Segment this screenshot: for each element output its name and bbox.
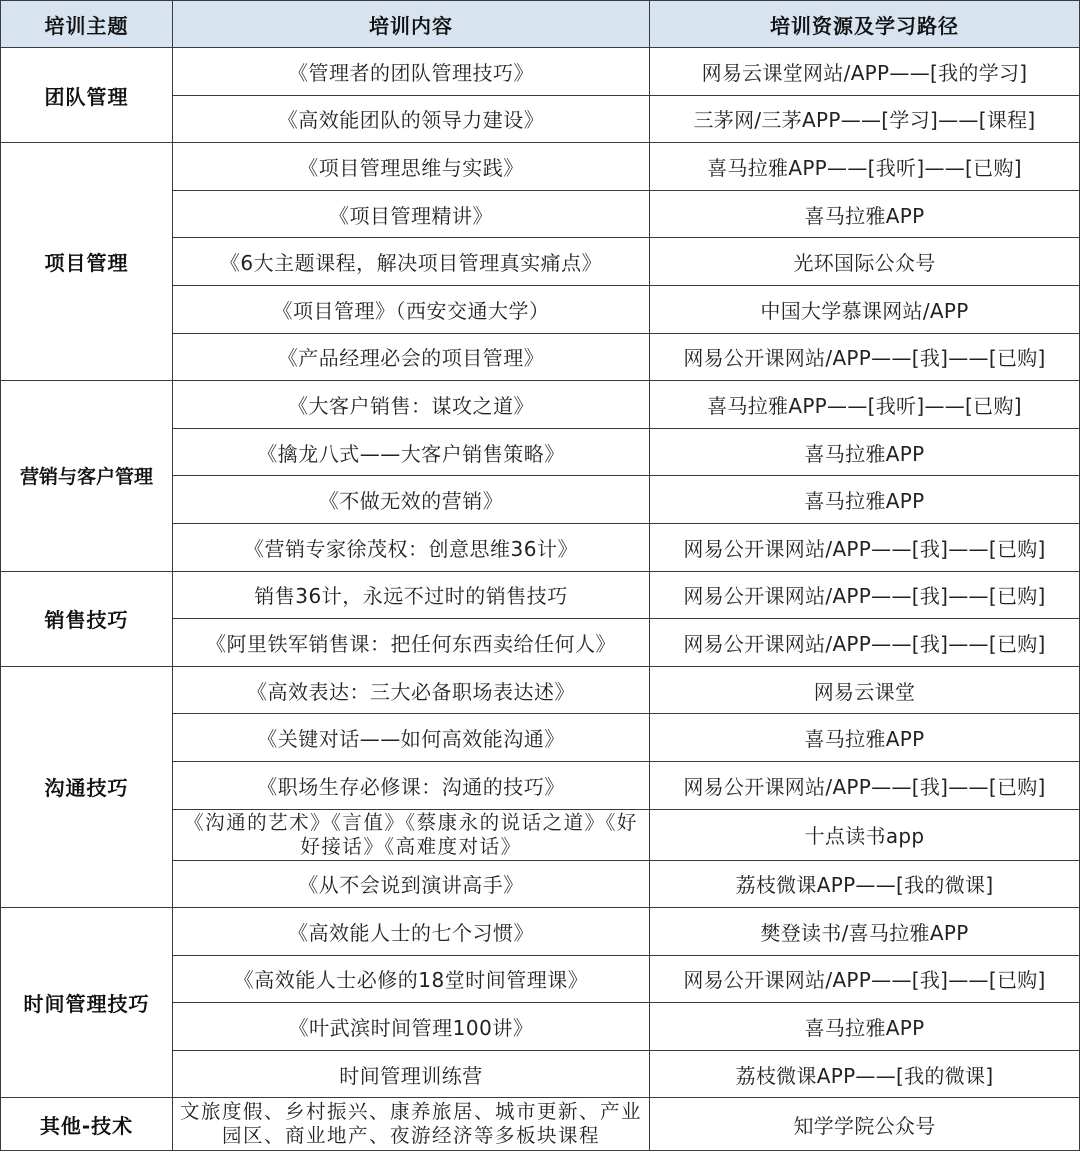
course-resource: 十点读书app	[650, 809, 1080, 860]
course-content: 《从不会说到演讲高手》	[173, 860, 650, 908]
topic-team-management: 团队管理	[1, 48, 173, 143]
course-resource: 网易云课堂	[650, 666, 1080, 714]
course-content: 《叶武滨时间管理100讲》	[173, 1003, 650, 1051]
topic-sales-skills: 销售技巧	[1, 571, 173, 666]
course-resource: 喜马拉雅APP	[650, 476, 1080, 524]
table-row	[1, 48, 1080, 96]
table-row	[1, 1098, 1080, 1151]
course-resource: 喜马拉雅APP	[650, 714, 1080, 762]
course-content: 《不做无效的营销》	[173, 476, 650, 524]
course-resource: 网易公开课网站/APP——[我]——[已购]	[650, 761, 1080, 809]
topic-marketing-customer-management: 营销与客户管理	[1, 381, 173, 571]
course-resource: 光环国际公众号	[650, 238, 1080, 286]
table-row	[1, 571, 1080, 619]
course-content: 《营销专家徐茂权：创意思维36计》	[173, 523, 650, 571]
course-content: 《关键对话——如何高效能沟通》	[173, 714, 650, 762]
topic-other-technology: 其他-技术	[1, 1098, 173, 1151]
course-content: 销售36计，永远不过时的销售技巧	[173, 571, 650, 619]
course-content: 《高效能人士的七个习惯》	[173, 908, 650, 956]
course-content: 《高效能人士必修的18堂时间管理课》	[173, 955, 650, 1003]
header-content: 培训内容	[173, 1, 650, 48]
header-topic: 培训主题	[1, 1, 173, 48]
header-resource: 培训资源及学习路径	[650, 1, 1080, 48]
course-content: 《阿里铁军销售课：把任何东西卖给任何人》	[173, 619, 650, 667]
course-content: 《职场生存必修课：沟通的技巧》	[173, 761, 650, 809]
course-resource: 喜马拉雅APP	[650, 428, 1080, 476]
table-header-row	[1, 1, 1080, 48]
course-resource: 喜马拉雅APP	[650, 190, 1080, 238]
topic-project-management: 项目管理	[1, 143, 173, 381]
course-resource: 三茅网/三茅APP——[学习]——[课程]	[650, 95, 1080, 143]
course-resource: 网易公开课网站/APP——[我]——[已购]	[650, 523, 1080, 571]
course-resource: 网易公开课网站/APP——[我]——[已购]	[650, 333, 1080, 381]
course-resource: 网易公开课网站/APP——[我]——[已购]	[650, 571, 1080, 619]
course-resource: 喜马拉雅APP	[650, 1003, 1080, 1051]
course-resource: 网易公开课网站/APP——[我]——[已购]	[650, 619, 1080, 667]
table-row	[1, 666, 1080, 714]
course-content: 《管理者的团队管理技巧》	[173, 48, 650, 96]
course-content: 《大客户销售：谋攻之道》	[173, 381, 650, 429]
course-content: 《沟通的艺术》《言值》《蔡康永的说话之道》《好好接话》《高难度对话》	[173, 809, 650, 860]
course-resource: 知学学院公众号	[650, 1098, 1080, 1151]
course-resource: 喜马拉雅APP——[我听]——[已购]	[650, 143, 1080, 191]
course-resource: 网易公开课网站/APP——[我]——[已购]	[650, 955, 1080, 1003]
course-resource: 樊登读书/喜马拉雅APP	[650, 908, 1080, 956]
course-content: 《项目管理精讲》	[173, 190, 650, 238]
course-content: 《高效表达：三大必备职场表达述》	[173, 666, 650, 714]
topic-communication-skills: 沟通技巧	[1, 666, 173, 907]
course-resource: 荔枝微课APP——[我的微课]	[650, 1050, 1080, 1098]
course-content: 《项目管理思维与实践》	[173, 143, 650, 191]
table-row	[1, 908, 1080, 956]
course-resource: 中国大学慕课网站/APP	[650, 285, 1080, 333]
course-content: 《产品经理必会的项目管理》	[173, 333, 650, 381]
course-content: 文旅度假、乡村振兴、康养旅居、城市更新、产业园区、商业地产、夜游经济等多板块课程	[173, 1098, 650, 1151]
table-row	[1, 381, 1080, 429]
course-content: 《6大主题课程，解决项目管理真实痛点》	[173, 238, 650, 286]
course-content: 《项目管理》（西安交通大学）	[173, 285, 650, 333]
course-resource: 网易云课堂网站/APP——[我的学习]	[650, 48, 1080, 96]
course-resource: 荔枝微课APP——[我的微课]	[650, 860, 1080, 908]
course-content: 时间管理训练营	[173, 1050, 650, 1098]
table-row	[1, 143, 1080, 191]
course-resource: 喜马拉雅APP——[我听]——[已购]	[650, 381, 1080, 429]
course-content: 《擒龙八式——大客户销售策略》	[173, 428, 650, 476]
course-content: 《高效能团队的领导力建设》	[173, 95, 650, 143]
topic-time-management-skills: 时间管理技巧	[1, 908, 173, 1098]
